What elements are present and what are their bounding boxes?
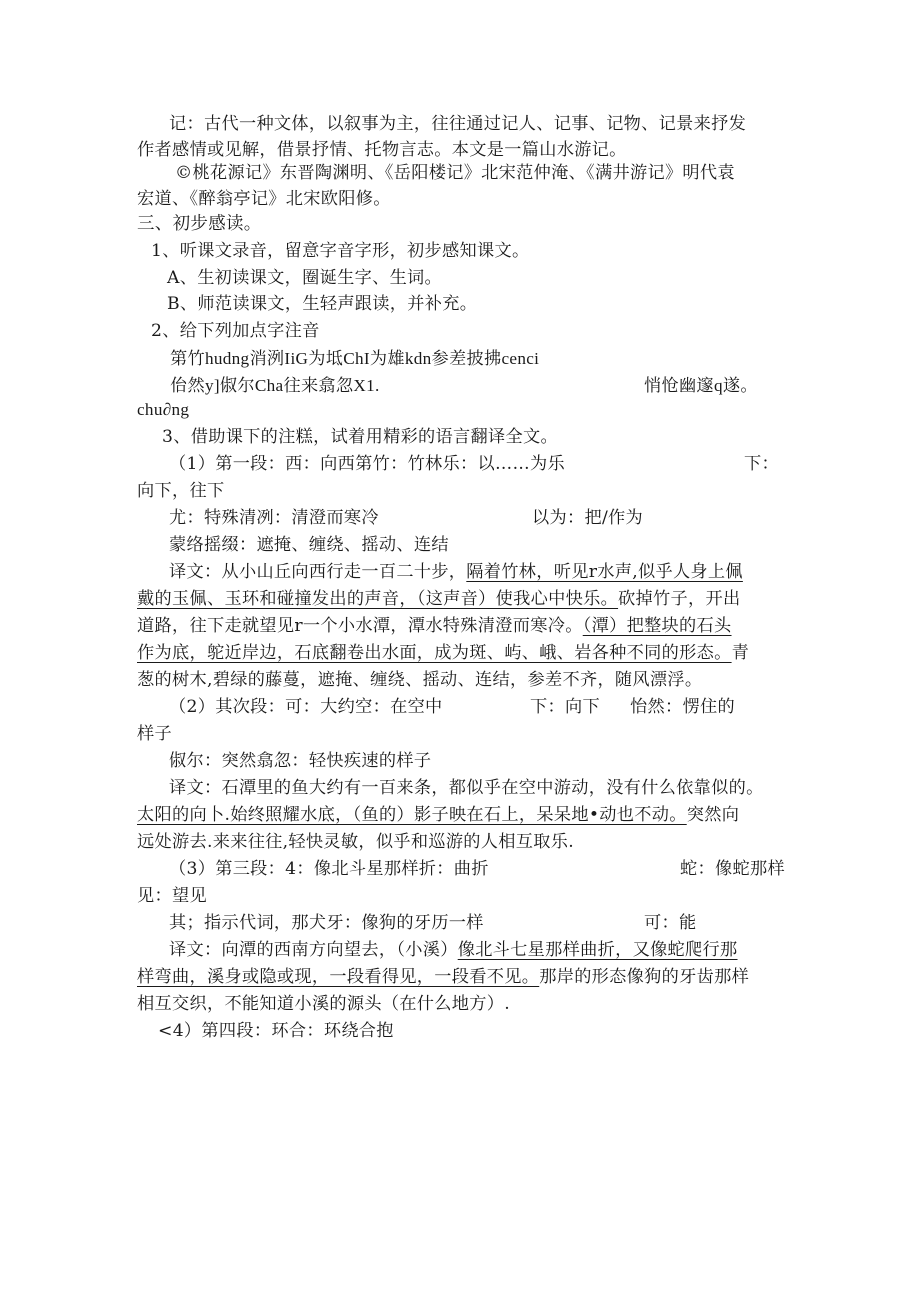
para2-gloss-1c: 怡然：愣住的 bbox=[630, 697, 735, 717]
para1-translation-4b: 青 bbox=[731, 643, 750, 663]
para3-translation-2 bbox=[137, 964, 749, 990]
intro-line-4: 宏道、《醉翁亭记》北宋欧阳修。 bbox=[137, 189, 391, 209]
para2-translation-2 bbox=[137, 802, 739, 828]
para1-gloss-1a: （1）第一段：西：向西第竹：竹林乐：以……为乐 bbox=[169, 454, 565, 474]
intro-line-2: 作者感情或见解，借景抒情、托物言志。本文是一篇山水游记。 bbox=[137, 140, 627, 160]
para3-translation-1a: 译文：向潭的西南方向望去，（小溪） bbox=[169, 940, 458, 960]
para2-translation-3: 远处游去.来来往往,轻快灵敏，似乎和巡游的人相互取乐. bbox=[137, 832, 574, 852]
para1-translation-1a: 译文：从小山丘向西行走一百二十步， bbox=[169, 562, 467, 582]
para2-gloss-1b: 下：向下 bbox=[530, 697, 600, 717]
item-3: 3、借助课下的注糕，试着用精彩的语言翻译全文。 bbox=[162, 427, 558, 447]
para1-gloss-3a: 尤：特殊清冽：清澄而寒冷 bbox=[169, 508, 379, 528]
para2-translation-2a-underlined: 太阳的向卜.始终照耀水底，（鱼的）影子映在石上，呆呆地•动也不动。 bbox=[137, 805, 687, 825]
para1-translation-4 bbox=[137, 640, 749, 666]
pinyin-line-2a: 佁然y]俶尔Cha往来翕忽X1. bbox=[170, 376, 380, 395]
para2-translation-2b: 突然向 bbox=[686, 805, 740, 825]
para3-gloss-3a: 其；指示代词，那犬牙：像狗的牙历一样 bbox=[169, 913, 484, 933]
para1-translation-3b-underlined: （潭）把整块的石头 bbox=[582, 616, 732, 636]
para4-gloss-1: <4）第四段：环合：环绕合抱 bbox=[158, 1021, 394, 1041]
intro-line-3: ©桃花源记》东晋陶渊明、《岳阳楼记》北宋范仲淹、《满井游记》明代袁 bbox=[175, 163, 735, 183]
para1-translation-3 bbox=[137, 613, 732, 639]
intro-line-1: 记：古代一种文体，以叙事为主，往往通过记人、记事、记物、记景来抒发 bbox=[169, 114, 747, 134]
para1-translation-2a-underlined: 戴的玉佩、玉环和碰撞发出的声音，（这声音）使我心中快乐。 bbox=[137, 589, 619, 609]
para3-translation-1 bbox=[169, 937, 738, 963]
para1-translation-2b: 砍掉竹子，开出 bbox=[618, 589, 741, 609]
para3-gloss-1a: （3）第三段：4：像北斗星那样折：曲折 bbox=[169, 859, 489, 879]
para3-translation-2b: 那岸的形态像狗的牙齿那样 bbox=[539, 967, 750, 987]
para1-translation-4a-underlined: 作为底，鸵近岸边，石底翻卷出水面，成为斑、屿、峨、岩各种不同的形态。 bbox=[137, 643, 732, 663]
pinyin-line-3: chu∂ng bbox=[137, 400, 190, 419]
item-1: 1、听课文录音，留意字音字形，初步感知课文。 bbox=[151, 241, 530, 261]
pinyin-line-1: 第竹hudng消洌IiG为坻ChI为雄kdn参差披拂cenci bbox=[170, 349, 540, 368]
section-heading: 三、初步感读。 bbox=[137, 214, 262, 234]
para2-gloss-1a: （2）其次段：可：大约空：在空中 bbox=[169, 697, 443, 717]
para3-translation-3: 相互交织，不能知道小溪的源头（在什么地方）. bbox=[137, 994, 511, 1014]
para3-translation-2a-underlined: 样弯曲，溪身或隐或现，一段看得见，一段看不见。 bbox=[137, 967, 540, 987]
para2-gloss-2: 样子 bbox=[137, 724, 172, 744]
item-1b: B、师范读课文，生轻声跟读，并补充。 bbox=[167, 294, 478, 314]
para1-gloss-3b: 以为：把/作为 bbox=[532, 508, 644, 528]
para3-gloss-1b: 蛇：像蛇那样 bbox=[680, 859, 785, 879]
para1-translation-5: 葱的树木,碧绿的藤蔓，遮掩、缠绕、摇动、连结，参差不齐，随风漂浮。 bbox=[137, 670, 703, 690]
item-2: 2、给下列加点字注音 bbox=[151, 321, 320, 341]
para3-gloss-3b: 可：能 bbox=[644, 913, 697, 933]
para1-translation-3a: 道路，往下走就望见r一个小水潭，潭水特殊清澄而寒冷。 bbox=[137, 616, 583, 636]
item-1a: A、生初读课文，圈诞生字、生词。 bbox=[167, 268, 443, 288]
para2-translation-1: 译文：石潭里的鱼大约有一百来条，都似乎在空中游动，没有什么依靠似的。 bbox=[169, 778, 764, 798]
para3-translation-1b-underlined: 像北斗七星那样曲折，又像蛇爬行那 bbox=[457, 940, 738, 960]
para1-gloss-4: 蒙络摇缀：遮掩、缠绕、摇动、连结 bbox=[169, 535, 449, 555]
para2-gloss-3: 俶尔：突然翕忽：轻快疾速的样子 bbox=[169, 751, 432, 771]
para3-gloss-2: 见：望见 bbox=[137, 886, 207, 906]
para1-translation-2 bbox=[137, 586, 740, 612]
para1-gloss-1b: 下： bbox=[744, 454, 779, 474]
para1-gloss-2: 向下，往下 bbox=[137, 481, 225, 501]
para1-translation-1 bbox=[169, 559, 743, 585]
pinyin-line-2b: 悄怆幽邃q遂。 bbox=[644, 376, 758, 395]
para1-translation-1b-underlined: 隔着竹林，听见r水声,似乎人身上佩 bbox=[466, 562, 743, 582]
